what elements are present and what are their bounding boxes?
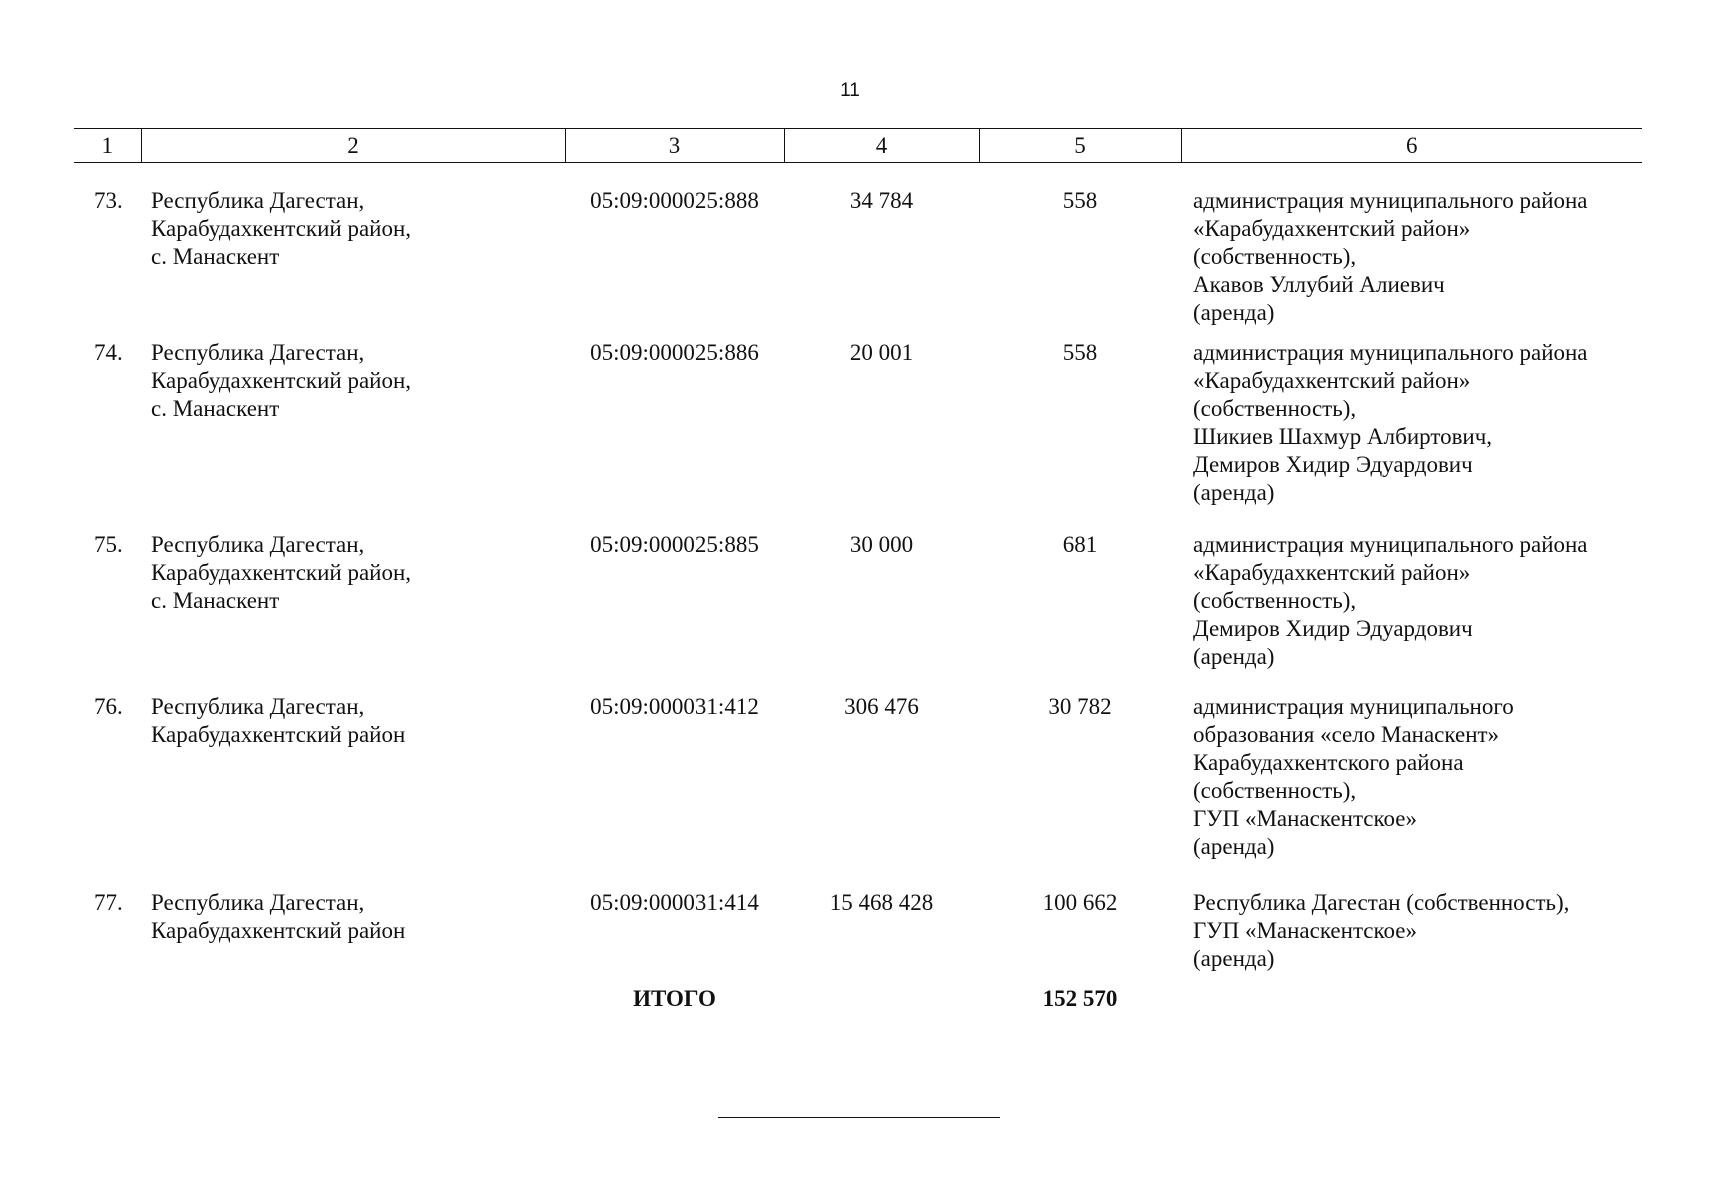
- cadastral-number: 05:09:000025:885: [590, 532, 759, 557]
- table-row: [74, 883, 1642, 979]
- owner-line: образования «село Манаскент»: [1193, 722, 1500, 747]
- address-line: Карабудахкентский район: [151, 918, 406, 943]
- address-cell: [141, 327, 565, 525]
- owner-line: Шикиев Шахмур Албиртович,: [1193, 424, 1493, 449]
- owner-line: администрация муниципального района: [1193, 340, 1588, 365]
- header-col-4: 4: [784, 129, 979, 163]
- owner-line: (аренда): [1193, 644, 1275, 669]
- owner-line: «Карабудахкентский район»: [1193, 216, 1471, 241]
- table-row: [74, 687, 1642, 883]
- area-value: 34 784: [849, 188, 914, 213]
- address-line: с. Манаскент: [151, 244, 280, 269]
- total-row: [74, 979, 1642, 1025]
- address-cell: [141, 883, 565, 979]
- row-number: 76.: [94, 694, 123, 719]
- total-label: ИТОГО: [633, 986, 716, 1011]
- cost-value: 681: [1062, 532, 1098, 557]
- owner-line: Демиров Хидир Эдуардович: [1193, 616, 1473, 641]
- owner-line: (аренда): [1193, 300, 1275, 325]
- owner-line: (аренда): [1193, 946, 1275, 971]
- table-row: [74, 163, 1642, 328]
- owner-cell: [1181, 163, 1642, 328]
- header-col-5: 5: [979, 129, 1181, 163]
- total-empty-cell: [784, 979, 979, 1025]
- owner-cell: [1181, 525, 1642, 687]
- cost-value: 558: [1062, 188, 1098, 213]
- header-col-2: 2: [141, 129, 565, 163]
- owner-line: Демиров Хидир Эдуардович: [1193, 452, 1473, 477]
- owner-line: Республика Дагестан (собственность),: [1193, 890, 1570, 915]
- address-line: Республика Дагестан,: [151, 890, 365, 915]
- address-line: Карабудахкентский район,: [151, 368, 412, 393]
- owner-cell: [1181, 687, 1642, 883]
- header-col-6: 6: [1181, 129, 1642, 163]
- area-value: 306 476: [844, 694, 919, 719]
- cadastral-number: 05:09:000031:414: [590, 890, 759, 915]
- header-row: [74, 129, 1642, 163]
- row-number: 77.: [94, 890, 123, 915]
- address-line: с. Манаскент: [151, 396, 280, 421]
- owner-cell: [1181, 327, 1642, 525]
- land-plot-table-container: [74, 128, 1642, 1025]
- closing-rule: [718, 1117, 1000, 1118]
- address-line: Республика Дагестан,: [151, 532, 365, 557]
- address-cell: [141, 163, 565, 328]
- address-line: Карабудахкентский район,: [151, 216, 412, 241]
- address-line: Республика Дагестан,: [151, 340, 365, 365]
- address-cell: [141, 687, 565, 883]
- header-col-1: 1: [74, 129, 141, 163]
- owner-line: (собственность),: [1193, 588, 1357, 613]
- table-row: [74, 327, 1642, 525]
- owner-line: администрация муниципального района: [1193, 532, 1588, 557]
- owner-line: «Карабудахкентский район»: [1193, 368, 1471, 393]
- page-number: 11: [840, 80, 860, 101]
- area-value: 15 468 428: [829, 890, 934, 915]
- row-number: 74.: [94, 340, 123, 365]
- owner-line: администрация муниципального района: [1193, 188, 1588, 213]
- address-line: Республика Дагестан,: [151, 188, 365, 213]
- address-line: Карабудахкентский район,: [151, 560, 412, 585]
- row-number: 73.: [94, 188, 123, 213]
- total-empty-cell: [74, 979, 141, 1025]
- owner-line: ГУП «Манаскентское»: [1193, 806, 1417, 831]
- total-empty-cell: [141, 979, 565, 1025]
- header-col-3: 3: [565, 129, 784, 163]
- cost-value: 30 782: [1048, 694, 1112, 719]
- owner-line: «Карабудахкентский район»: [1193, 560, 1471, 585]
- cadastral-number: 05:09:000025:888: [590, 188, 759, 213]
- owner-line: (собственность),: [1193, 244, 1357, 269]
- area-value: 20 001: [849, 340, 914, 365]
- owner-line: Акавов Уллубий Алиевич: [1193, 272, 1445, 297]
- owner-line: (аренда): [1193, 834, 1275, 859]
- area-value: 30 000: [849, 532, 914, 557]
- cost-value: 558: [1062, 340, 1098, 365]
- address-line: с. Манаскент: [151, 588, 280, 613]
- address-line: Карабудахкентский район: [151, 722, 406, 747]
- owner-line: (собственность),: [1193, 396, 1357, 421]
- owner-line: администрация муниципального: [1193, 694, 1514, 719]
- address-cell: [141, 525, 565, 687]
- total-cost: 152 570: [1042, 986, 1118, 1011]
- cadastral-number: 05:09:000025:886: [590, 340, 759, 365]
- cost-value: 100 662: [1042, 890, 1118, 915]
- total-empty-cell: [1181, 979, 1642, 1025]
- cadastral-number: 05:09:000031:412: [590, 694, 759, 719]
- owner-line: (аренда): [1193, 480, 1275, 505]
- land-plot-table: [74, 128, 1642, 1025]
- owner-line: ГУП «Манаскентское»: [1193, 918, 1417, 943]
- table-row: [74, 525, 1642, 687]
- row-number: 75.: [94, 532, 123, 557]
- owner-line: Карабудахкентского района: [1193, 750, 1464, 775]
- owner-line: (собственность),: [1193, 778, 1357, 803]
- owner-cell: [1181, 883, 1642, 979]
- address-line: Республика Дагестан,: [151, 694, 365, 719]
